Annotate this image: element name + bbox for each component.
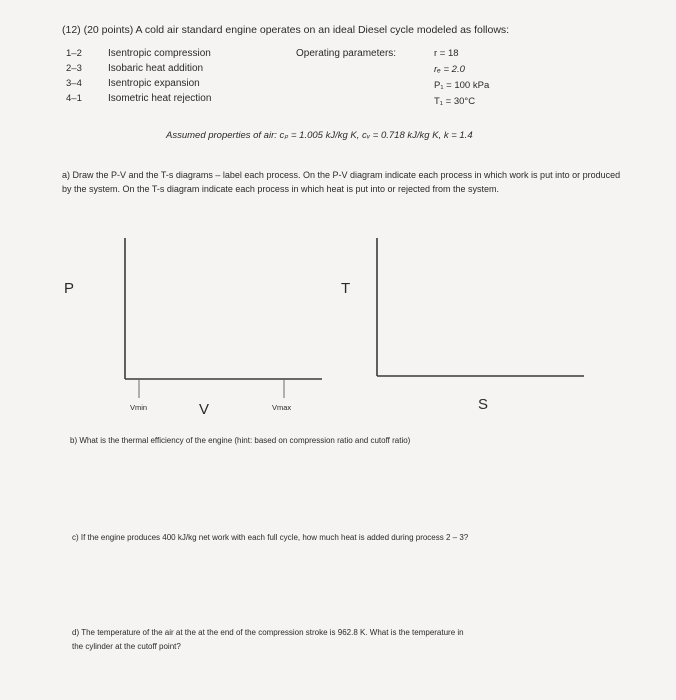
process-number: 2–3 [66, 63, 82, 74]
process-desc: Isobaric heat addition [108, 63, 204, 74]
part-c-text: c) If the engine produces 400 kJ/kg net work with each full cycle, how much heat is added during process 2 – 3? [72, 533, 469, 542]
vmax-label: Vmax [272, 403, 292, 412]
problem-title: (12) (20 points) A cold air standard engine operates on an ideal Diesel cycle modeled as follows: [62, 24, 510, 36]
param-rc: rₑ = 2.0 [434, 64, 465, 75]
vmin-label: Vmin [130, 403, 148, 412]
process-desc: Isentropic compression [108, 48, 211, 59]
ts-y-label: T [341, 280, 351, 297]
pv-y-label: P [64, 280, 75, 297]
part-d-text-line1: d) The temperature of the air at the at the end of the compression stroke is 962.8 K. What is the temperature in [72, 628, 464, 637]
part-b-text: b) What is the thermal efficiency of the engine (hint: based on compression ratio and cutoff ratio) [70, 436, 411, 445]
process-number: 1–2 [66, 48, 82, 59]
operating-parameters-label: Operating parameters: [296, 48, 397, 59]
process-desc: Isentropic expansion [108, 78, 200, 89]
param-r: r = 18 [434, 48, 459, 59]
param-p1: P₁ = 100 kPa [434, 80, 490, 91]
ts-x-label: S [478, 396, 489, 413]
param-t1: T₁ = 30°C [434, 96, 476, 107]
process-desc: Isometric heat rejection [108, 93, 212, 104]
pv-x-label: V [199, 401, 210, 418]
part-d-text-line2: the cylinder at the cutoff point? [72, 642, 181, 651]
process-number: 3–4 [66, 78, 82, 89]
part-a-text: a) Draw the P-V and the T-s diagrams – label each process. On the P-V diagram indicate each process in which work is put into or produced by the system. On the T-s diagram indicate each process in which heat is put into or rejected from the system. [62, 170, 621, 194]
assumed-properties: Assumed properties of air: cₚ = 1.005 kJ/kg K, cᵥ = 0.718 kJ/kg K, k = 1.4 [166, 130, 473, 141]
process-number: 4–1 [66, 93, 82, 104]
